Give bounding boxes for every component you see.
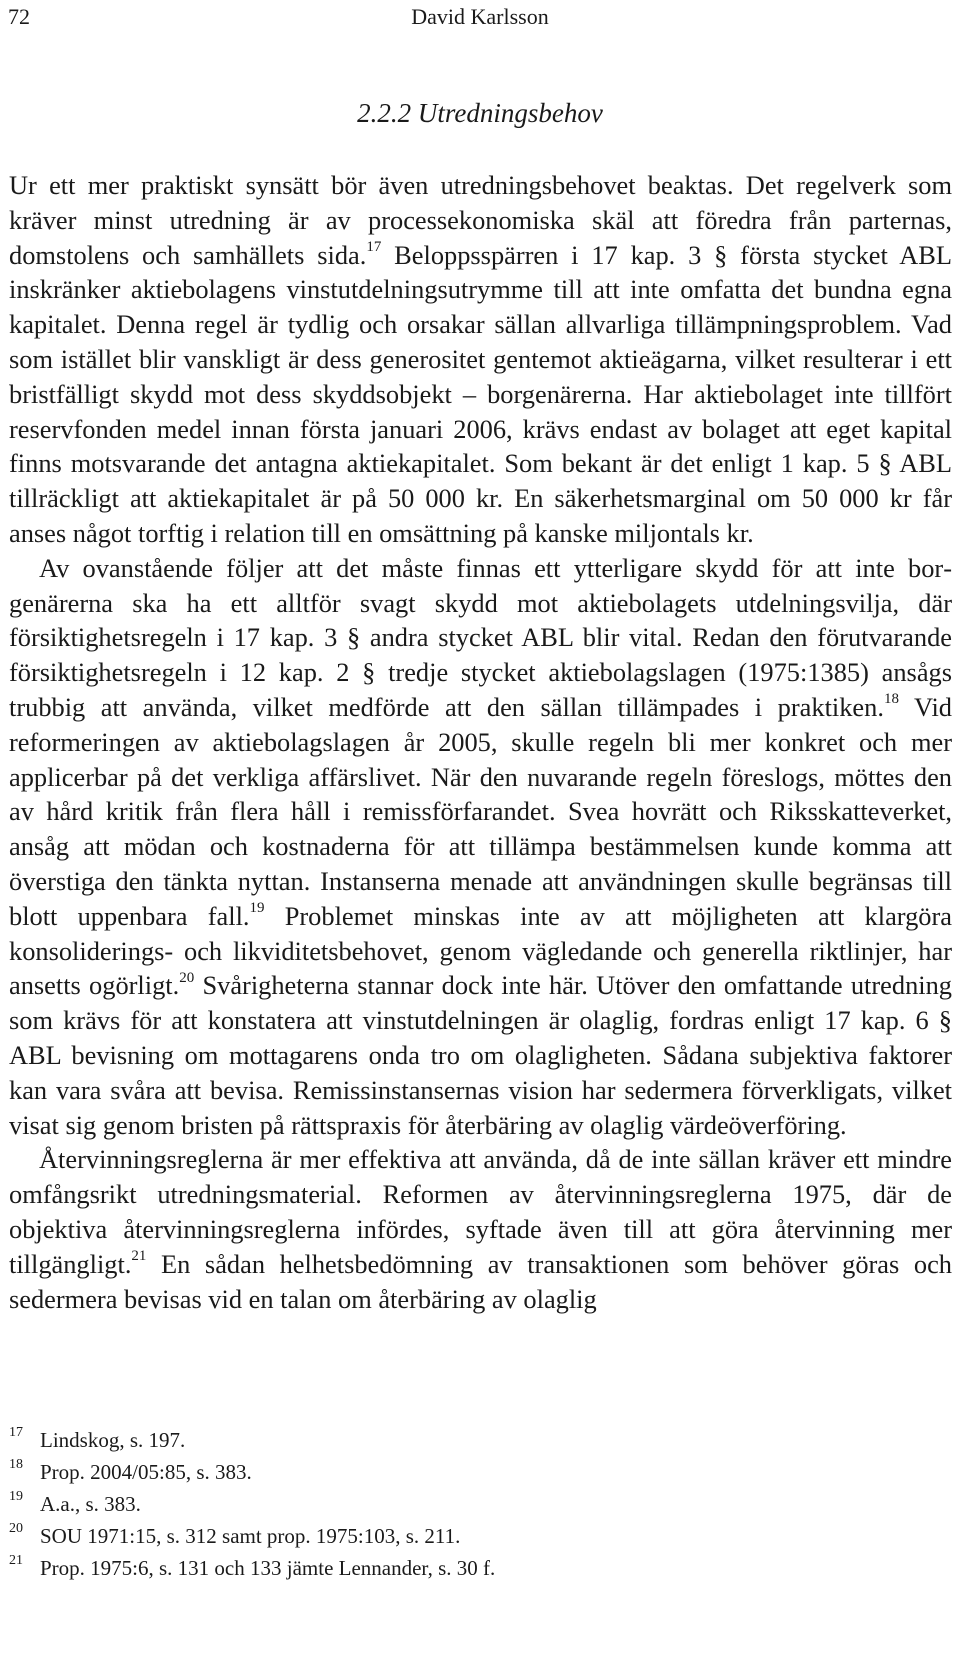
paragraph	[9, 1142, 952, 1316]
paragraph-text: Beloppsspärren i 17 kap. 3 § första stycket ABL inskränker aktiebolagens vinstutdelningsutrymme till att inte omfatta det bundna egna kapitalet. Denna regel är tydlig och orsakar sällan allvarliga tillämpningsproblem. Vad som istället blir vanskligt är dess generositet gentemot aktieägarna, vilket resulterar i ett bristfälligt skydd mot dess skyddsobjekt – borgenärerna. Har aktiebolaget inte tillfört reservfonden medel innan första januari 2006, krävs endast av bolaget att eget kapital finns motsvarande det antagna aktiekapitalet. Som bekant är det enligt 1 kap. 5 § ABL tillräckligt att aktiekapitalet är på 50 000 kr. En säkerhetsmarginal om 50 000 kr får anses något torftig i relation till en omsättning på kanske miljontals kr.	[9, 239, 952, 548]
paragraph-text: Svårigheterna stannar dock inte här. Utöver den omfattande utredning som krävs för att konstatera att vinstutdelningen är olaglig, fordras enligt 17 kap. 6 § ABL bevisning om mottagarens onda tro om olagligheten. Sådana subjektiva faktorer kan vara svåra att bevisa. Remissinstansernas vision har sedermera förverkligats, vilket visat sig genom bristen på rättspraxis för återbäring av olaglig värdeöverföring.	[9, 970, 953, 1140]
section-heading: 2.2.2 Utredningsbehov	[357, 98, 603, 128]
footnote-number: 18	[9, 1457, 23, 1472]
footnote	[9, 1424, 909, 1456]
paragraph-text: Vid reformeringen av aktiebolagslagen år 2005, skulle regeln bli mer konkret och mer applicerbar på det verkliga affärslivet. När den nuvarande regeln föreslogs, möttes den av hård kritik från flera håll i remissförfarandet. Svea hovrätt och Riksskatteverket, ansåg att mödan och kostnaderna för att tillämpa bestämmelsen kunde komma att överstiga den tänkta nyttan. Instanserna menade att användningen skulle begränsas till blott uppenbara fall.	[9, 691, 952, 931]
footnote-reference[interactable]: 20	[179, 969, 195, 986]
footnote-reference[interactable]: 17	[366, 238, 382, 255]
paragraph	[9, 168, 952, 551]
paragraph-text: Problemet minskas inte av att möjligheten att klargöra konsoliderings- och likviditetsbehovet, genom vägledande och generella riktlinjer, har ansetts ogörligt.	[9, 900, 952, 1001]
running-head	[8, 4, 952, 38]
page-number: 72	[8, 4, 30, 29]
footnote-number: 17	[9, 1425, 23, 1440]
footnote-text: Lindskog, s. 197.	[40, 1428, 186, 1452]
running-author: David Karlsson	[411, 4, 549, 29]
footnote-text: Prop. 1975:6, s. 131 och 133 jämte Lennander, s. 30 f.	[40, 1556, 496, 1580]
paragraph	[9, 551, 952, 1143]
paragraph-text: En sådan helhetsbedömning av transaktionen som behöver göras och sedermera bevisas vid en talan om återbäring av olaglig	[9, 1248, 952, 1314]
footnote-number: 20	[9, 1521, 23, 1536]
footnote	[9, 1520, 909, 1552]
paragraph-text: Återvinningsreglerna är mer effektiva att använda, då de inte sällan kräver ett mindre omfångsrikt utredningsmaterial. Reformen av återvinningsreglerna 1975, där de objektiva återvinningsreglerna infördes, syftade även till att göra återvinning mer tillgängligt.	[9, 1144, 952, 1279]
paragraph-text: Av ovanstående följer att det måste finnas ett ytterligare skydd för att inte borgenärerna ska ha ett alltför svagt skydd mot aktiebolagets utdelningsvilja, där försiktighetsregeln i 17 kap. 3 § andra stycket ABL blir vital. Redan den förutvarande försiktighetsregeln i 12 kap. 2 § tredje stycket aktiebolagslagen (1975:1385) ansågs trubbig att använda, vilket medförde att den sällan tillämpades i praktiken.	[9, 552, 952, 722]
footnote	[9, 1456, 909, 1488]
footnote-reference[interactable]: 18	[883, 691, 899, 708]
footnote	[9, 1488, 909, 1520]
body-text	[9, 168, 952, 1316]
footnote	[9, 1552, 909, 1584]
footnote-number: 21	[9, 1553, 23, 1568]
footnote-reference[interactable]: 21	[131, 1247, 147, 1264]
footnote-reference[interactable]: 19	[249, 899, 265, 916]
footnote-number: 19	[9, 1489, 23, 1504]
footnote-text: A.a., s. 383.	[40, 1492, 141, 1516]
paragraph-text: Ur ett mer praktiskt synsätt bör även utredningsbehovet beaktas. Det regelverk som kräver minst utredning är av processekonomiska skäl att föredra från parternas, domstolens och samhällets sida.	[9, 170, 952, 270]
footnote-text: Prop. 2004/05:85, s. 383.	[40, 1460, 252, 1484]
footnote-text: SOU 1971:15, s. 312 samt prop. 1975:103, s. 211.	[40, 1524, 461, 1548]
footnotes	[9, 1424, 909, 1584]
